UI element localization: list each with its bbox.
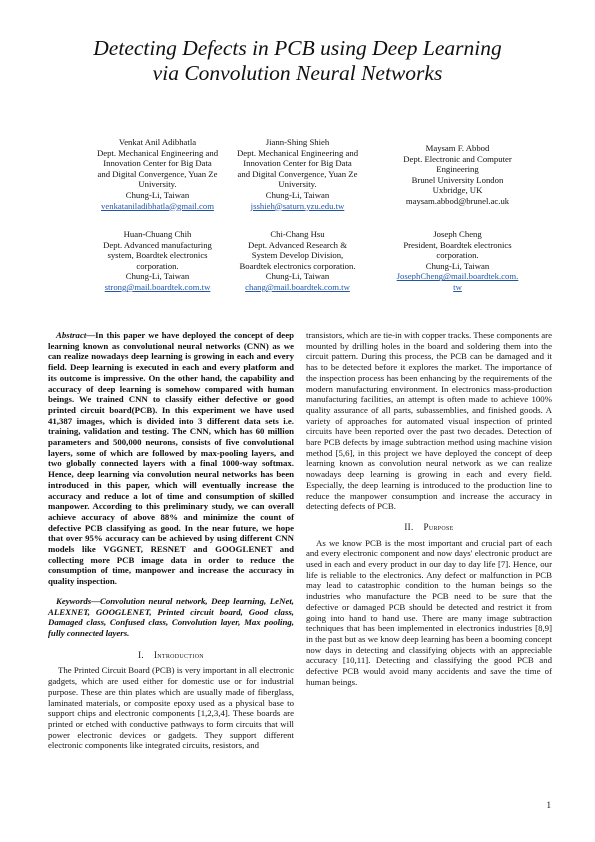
author-location: Uxbridge, UK	[432, 185, 483, 196]
author-affiliation: and Digital Convergence, Yuan Ze	[97, 168, 218, 179]
section-title: Introduction	[153, 649, 204, 660]
right-column	[306, 330, 552, 688]
keywords-label: Keywords	[56, 595, 92, 606]
author-affiliation: Dept. Mechanical Engineering and	[236, 147, 359, 158]
author-block-5	[210, 229, 385, 293]
author-name: Joseph Cheng	[433, 229, 482, 239]
purpose-paragraph: As we know PCB is the most important and crucial part of each and every electronic component and now days' electronic product are used in each and every product in our day to day life [7]. Hence, our life is reliable to the electronics. Any defect or malfunction in PCB may lead to catastrophic condition to the human beings so the industries who manufacture the PCB need to be sure that the defective or damaged PCB should be detected and restrict it from going into hand to hand use. There are many image subtraction techniques that has been implemented in electronics industries [8,9] in the past but as we know deep learning has been a booming concept now days in detecting and classifying objects with an appreciable accuracy [10,11]. Detecting and classifying the good PCB and defective PCB would avoid many accidents and save the time of human beings.	[306, 537, 552, 687]
author-affiliation: Innovation Center for Big Data	[103, 158, 212, 169]
paper-title-line-1: Detecting Defects in PCB using Deep Learning	[93, 36, 502, 60]
author-affiliation: Boardtek electronics corporation.	[239, 260, 356, 271]
section-title: Purpose	[423, 521, 454, 532]
author-name: Chi-Chang Hsu	[270, 229, 325, 239]
author-affiliation: Engineering	[436, 164, 479, 175]
author-affiliation: Innovation Center for Big Data	[243, 158, 352, 169]
author-block-6	[370, 229, 545, 293]
author-name: Huan-Chuang Chih	[123, 229, 192, 239]
author-location: Chung-Li, Taiwan	[425, 260, 490, 271]
author-affiliation: system, Boardtek electronics	[107, 250, 208, 261]
author-name: Jiann-Shing Shieh	[265, 137, 330, 147]
author-affiliation: University.	[138, 179, 177, 190]
author-email-link[interactable]: chang@mail.boardtek.com.tw	[245, 281, 350, 292]
author-block-3	[370, 143, 545, 207]
author-location: Chung-Li, Taiwan	[125, 189, 190, 200]
author-affiliation: Brunel University London	[411, 174, 504, 185]
abstract-text: —In this paper we have deployed the concept of deep learning known as convolutional neural networks (CNN) as we can realize nowadays deep learning is growing in each and every field. Deep learning is executed in each and every platform and its outcome is impressive. On the other hand, the capability and accuracy of deep learning is somehow compared with human beings. We trained CNN to classify either defective or good printed circuit board(PCB). In this experiment we have used 41,387 images, which is divided into 3 different data sets i.e. training, validation and testing. The CNN, which has 60 million parameters and 500,000 neurons, consists of five convolutional layers, some of which are followed by max-pooling layers, and two globally connected layers with a final 1000-way softmax. Hence, deep learning via convolution neural networks has been introduced in this paper, which will eventually increase the accuracy and reduce a lot of time and consumption of skilled manpower. According to this preliminary study, we can overall achieve accuracy of above 88% and minimize the count of defective PCB classifying as good. In the near future, we hope that over 95% accuracy can be achieved by using different CNN models like VGGNET, RESNET and GOOGLENET and collecting more PCB image data in order to reduce the consumption of time, manpower and increase the accuracy in quality inspection.	[48, 330, 294, 587]
author-name: Maysam F. Abbod	[425, 143, 490, 153]
author-email-link[interactable]: jsshieh@saturn.yzu.edu.tw	[250, 200, 345, 211]
author-affiliation: corporation.	[136, 260, 179, 271]
author-affiliation: and Digital Convergence, Yuan Ze	[237, 168, 358, 179]
section-heading-introduction	[48, 650, 294, 661]
author-name: Venkat Anil Adibhatla	[118, 137, 197, 147]
author-email-link[interactable]: strong@mail.boardtek.com.tw	[104, 281, 211, 292]
abstract-label: Abstract	[56, 330, 87, 340]
author-affiliation: Dept. Advanced Research &	[248, 239, 347, 250]
author-affiliation: Dept. Mechanical Engineering and	[96, 147, 219, 158]
section-number: I.	[138, 649, 144, 660]
author-block-2	[210, 137, 385, 211]
paper-title	[40, 36, 555, 86]
introduction-paragraph: The Printed Circuit Board (PCB) is very important in all electronic gadgets, which are used either for domestic use or for industrial purpose. These are thin plates which are usually made of fiberglass, laminated materials, or composite epoxy used as a physical base to support chips and electronic components [1,2,3,4]. These boards are printed or etched with conductive pathways to form circuits that will power electronic devices or gadgets. They support different electronic components like integrated circuits, resistors, and	[48, 665, 294, 751]
left-column	[48, 330, 294, 751]
author-affiliation: Dept. Electronic and Computer	[403, 153, 512, 164]
author-email-link-continued[interactable]: tw	[453, 281, 462, 292]
author-location: Chung-Li, Taiwan	[265, 271, 330, 282]
keywords	[48, 596, 294, 639]
author-affiliation: President, Boardtek electronics	[403, 239, 512, 250]
paper-title-line-2: via Convolution Neural Networks	[152, 61, 443, 85]
author-location: Chung-Li, Taiwan	[125, 271, 190, 282]
introduction-paragraph-continued: transistors, which are tie-in with copper tracks. These components are mounted by drilling holes in the board and soldering them into the circuit pattern. During this process, the PCB can be damaged and it has to be detected before it explores the market. The importance of the inspection process has been enhancing by the requirements of the modern manufacturing environment. In electronics mass-production manufacturing facilities, an attempt is often made to achieve 100% quality assurance of all parts, subassemblies, and finished goods. A variety of approaches for automated visual inspection of printed circuits have been reported over the past two decades. Detection of bare PCB defects by image subtraction method using machine vision method [5,6], in this project we have deployed the concept of deep learning known as convolution neural network as we can realize nowadays deep learning is growing in each and every field. Especially, the deep learning is introduced to the production line to reduce the manpower consumption and increase the accuracy in detecting defects of PCB.	[306, 330, 552, 512]
author-email-link[interactable]: JosephCheng@mail.boardtek.com.	[396, 271, 519, 282]
author-email-link[interactable]: venkataniladibhatla@gmail.com	[101, 200, 214, 211]
section-heading-purpose	[306, 522, 552, 533]
author-affiliation: System Develop Division,	[251, 250, 344, 261]
section-number: II.	[404, 521, 414, 532]
author-affiliation: corporation.	[436, 250, 479, 261]
page-number: 1	[546, 800, 551, 810]
author-email: maysam.abbod@brunel.ac.uk	[405, 195, 510, 206]
abstract	[48, 330, 294, 587]
keywords-text: —Convolution neural network, Deep learning, LeNet, ALEXNET, GOOGLENET, Printed circuit board, Good class, Damaged class, Confused class, Convolution layer, Max pooling, fully connected layers.	[48, 595, 294, 638]
author-location: Chung-Li, Taiwan	[265, 189, 330, 200]
author-affiliation: Dept. Advanced manufacturing	[103, 239, 212, 250]
author-affiliation: University.	[278, 179, 317, 190]
